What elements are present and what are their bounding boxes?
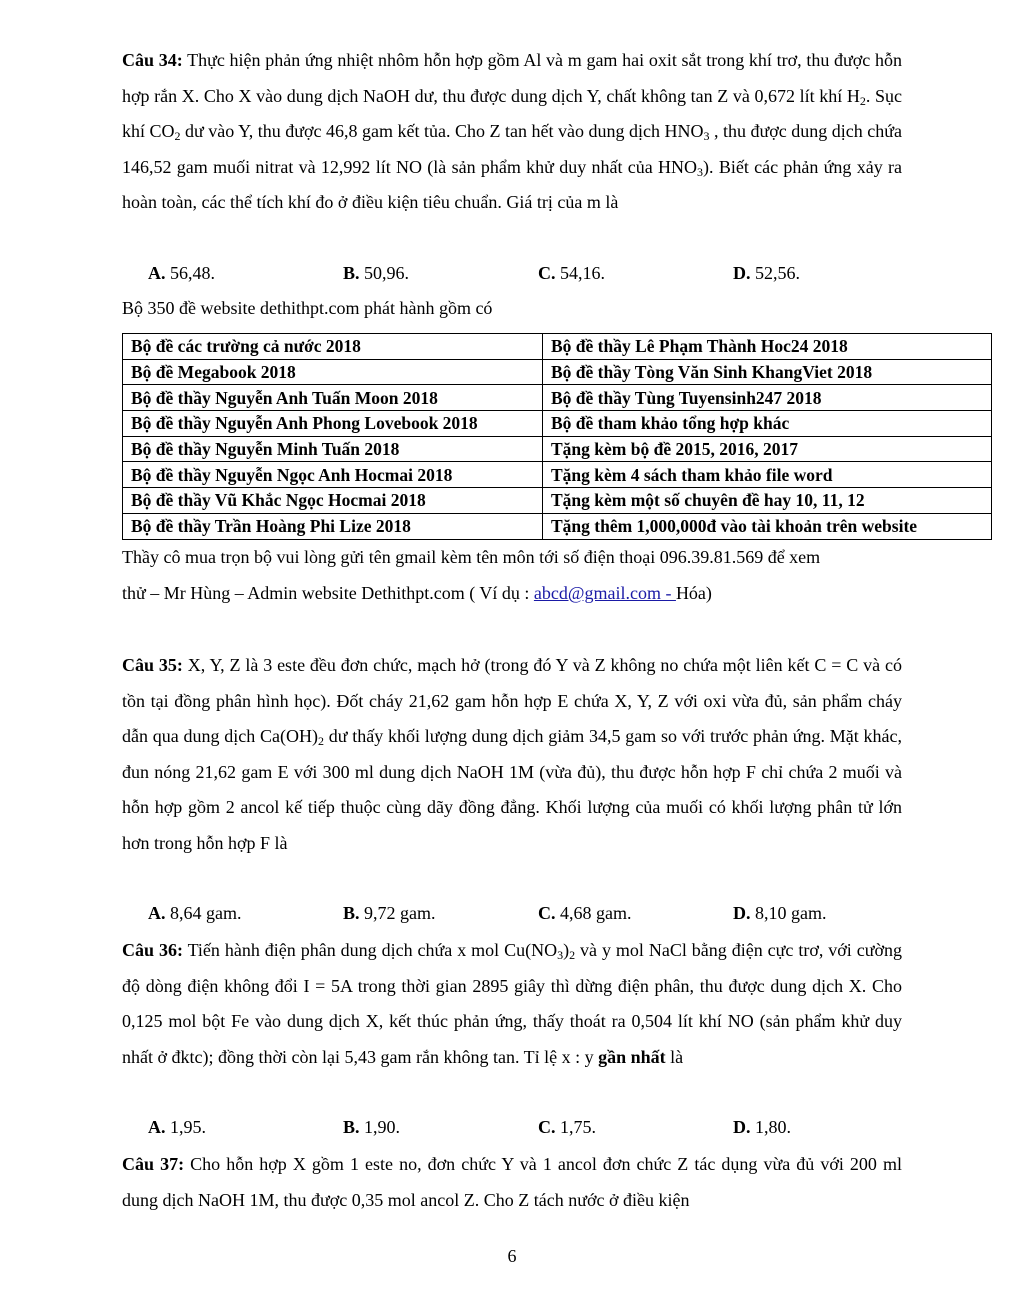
promo-cell: Bộ đề thầy Tùng Tuyensinh247 2018 [543,385,992,411]
answer-option: B. 9,72 gam. [343,903,436,923]
contact-text: thử – Mr Hùng – Admin website Dethithpt.com ( Ví dụ : [122,583,534,603]
question-36 [122,933,902,1075]
answer-option: D. 8,10 gam. [733,903,827,923]
question-text: dư thấy khối lượng dung dịch giảm 34,5 gam so với trước phản ứng. Mặt khác, đun nóng 21,62 gam E với 300 ml dung dịch NaOH 1M (vừa đủ), thu được hỗn hợp F chỉ chứa 2 muối và hỗn hợp gồm 2 ancol kế tiếp thuộc cùng dãy đồng đẳng. Khối lượng của muối có khối lượng phân tử lớn hơn trong hỗn hợp F là [122,726,903,853]
question-text: ). Biết các phản ứng xảy ra hoàn toàn, các thể tích khí đo ở điều kiện tiêu chuẩn. Giá trị của m là [122,156,902,212]
question-37 [122,1147,902,1218]
subscript: 2 [317,734,324,748]
promo-row [123,359,992,385]
promo-cell: Bộ đề thầy Nguyễn Anh Tuấn Moon 2018 [123,385,543,411]
promo-cell: Bộ đề thầy Nguyễn Ngọc Anh Hocmai 2018 [123,462,543,488]
answer-option: D. 1,80. [733,1117,791,1137]
promo-cell: Bộ đề thầy Trần Hoàng Phi Lize 2018 [123,513,543,539]
question-text: là [665,1046,684,1067]
page-number: 6 [507,1246,517,1266]
promo-row [123,385,992,411]
answer-option: C. 4,68 gam. [538,903,632,923]
contact-text: Hóa) [675,583,712,603]
promo-cell: Tặng kèm một số chuyên đề hay 10, 11, 12 [543,488,992,514]
question-label: Câu 37: [122,1154,185,1174]
subscript: 2 [859,93,866,108]
answer-option: B. 1,90. [343,1117,401,1137]
question-text: X, Y, Z là 3 este đều đơn chức, mạch hở (trong đó Y và Z không no chứa một liên kết C = C và có tồn tại đồng phân hình học). Đốt cháy 21,62 gam hỗn hợp E chứa X, Y, Z với oxi vừa đủ, sản phẩm cháy dẫn qua dung dịch Ca(OH) [122,655,902,746]
promo-row [123,334,992,360]
promo-cell: Bộ đề thầy Lê Phạm Thành Hoc24 2018 [543,334,992,360]
promo-cell: Bộ đề Megabook 2018 [123,359,543,385]
promo-row [123,488,992,514]
contact-line-1: Thầy cô mua trọn bộ vui lòng gửi tên gmail kèm tên môn tới số điện thoại 096.39.81.569 để xem [122,547,821,567]
emphasis-text: gần nhất [598,1046,666,1067]
promo-cell: Tặng kèm 4 sách tham khảo file word [543,462,992,488]
subscript: 3 [557,948,564,962]
promo-intro: Bộ 350 đề website dethithpt.com phát hành gồm có [122,298,493,318]
subscript: 3 [703,129,710,143]
promo-cell: Bộ đề thầy Tòng Văn Sinh KhangViet 2018 [543,359,992,385]
promo-cell: Tặng kèm bộ đề 2015, 2016, 2017 [543,436,992,462]
promo-cell: Tặng thêm 1,000,000đ vào tài khoản trên website [543,513,992,539]
contact-line-2 [122,583,712,604]
answer-option: B. 50,96. [343,263,410,283]
question-label: Câu 34: [122,50,183,70]
subscript: 3 [697,164,704,179]
answers-35 [148,903,908,933]
promo-cell: Bộ đề tham khảo tổng hợp khác [543,411,992,437]
answer-option: A. 8,64 gam. [148,903,242,923]
answer-option: A. 1,95. [148,1117,206,1137]
question-text: , thu được dung dịch chứa 146,52 gam muối nitrat và 12,992 lít NO (là sản phẩm khử duy nhất của HNO [122,121,902,177]
answers-36 [148,1117,908,1147]
question-text: Cho hỗn hợp X gồm 1 este no, đơn chức Y và 1 ancol đơn chức Z tác dụng vừa đủ với 200 ml dung dịch NaOH 1M, thu được 0,35 mol ancol Z. Cho Z tách nước ở điều kiện [122,1154,902,1210]
promo-cell: Bộ đề thầy Vũ Khắc Ngọc Hocmai 2018 [123,488,543,514]
question-text: ) [563,940,570,960]
promo-row [123,513,992,539]
promo-cell: Bộ đề thầy Nguyễn Anh Phong Lovebook 2018 [123,411,543,437]
question-text: Tiến hành điện phân dung dịch chứa x mol Cu(NO [182,940,558,960]
answer-option: D. 52,56. [733,263,800,283]
question-text: Thực hiện phản ứng nhiệt nhôm hỗn hợp gồm Al và m gam hai oxit sắt trong khí trơ, thu được hỗn hợp rắn X. Cho X vào dung dịch NaOH dư, thu được dung dịch Y, chất không tan Z và 0,672 lít khí H [122,50,902,106]
question-text: và y mol NaCl bằng điện cực trơ, với cường độ dòng điện không đổi I = 5A trong thời gian 2895 giây thì dừng điện phân, thu được dung dịch X. Cho 0,125 mol bột Fe vào dung dịch X, kết thúc phản ứng, thấy thoát ra 0,504 lít khí NO (sản phẩm khử duy nhất ở đktc); đồng thời còn lại 5,43 gam rắn không tan. Tỉ lệ x : y [122,940,902,1067]
question-text: . Sục khí CO [122,85,903,141]
question-34 [122,43,902,221]
promo-row [123,436,992,462]
question-text: dư vào Y, thu được 46,8 gam kết tủa. Cho Z tan hết vào dung dịch HNO [180,121,704,141]
email-link[interactable]: abcd@gmail.com - [533,583,676,603]
answer-option: C. 54,16. [538,263,605,283]
subscript: 2 [174,129,181,143]
promo-row [123,462,992,488]
question-label: Câu 35: [122,655,183,675]
question-35 [122,648,902,861]
question-label: Câu 36: [122,940,183,960]
promo-cell: Bộ đề các trường cả nước 2018 [123,334,543,360]
promo-cell: Bộ đề thầy Nguyễn Minh Tuấn 2018 [123,436,543,462]
answer-option: C. 1,75. [538,1117,596,1137]
promo-table [122,333,992,540]
answers-34 [148,263,908,293]
promo-row [123,411,992,437]
subscript: 2 [569,948,576,962]
answer-option: A. 56,48. [148,263,215,283]
